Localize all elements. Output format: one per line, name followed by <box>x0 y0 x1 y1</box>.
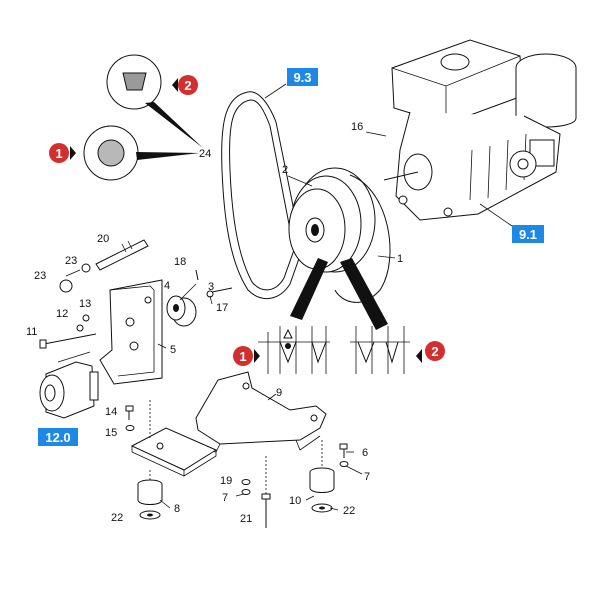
label-16: 16 <box>351 121 364 133</box>
idler-roller <box>167 296 196 326</box>
washer-23a <box>82 264 90 272</box>
pump <box>40 352 98 418</box>
label-7b: 7 <box>222 492 229 504</box>
pulley <box>289 168 390 302</box>
label-23a: 23 <box>65 255 78 267</box>
label-21: 21 <box>240 513 253 525</box>
label-8: 8 <box>174 503 181 515</box>
washer-7a <box>242 490 250 495</box>
detail-round-profile <box>84 126 200 180</box>
label-6: 6 <box>362 447 369 459</box>
label-22a: 22 <box>111 512 124 524</box>
badge-detail-1 <box>49 143 76 163</box>
label-15: 15 <box>105 427 118 439</box>
badge-profile-2 <box>416 341 445 363</box>
rubber-mount-10 <box>310 440 334 512</box>
label-22b: 22 <box>343 505 356 517</box>
bolt-6 <box>340 444 348 467</box>
base-plate <box>196 372 326 452</box>
ref-box-belt[interactable] <box>287 68 318 86</box>
ref-label-belt: 9.3 <box>293 70 312 85</box>
engine <box>366 40 576 226</box>
washer-23b <box>60 280 72 292</box>
badge-number: 2 <box>431 344 439 359</box>
pin-18 <box>196 270 198 280</box>
label-20: 20 <box>97 233 110 245</box>
badge-number: 2 <box>184 78 192 93</box>
badge-number: 1 <box>55 146 63 161</box>
label-12: 12 <box>56 308 69 320</box>
belt-profile-2 <box>340 258 410 374</box>
label-7a: 7 <box>364 471 371 483</box>
badge-number: 1 <box>239 349 247 364</box>
label-19: 19 <box>220 475 233 487</box>
bracket <box>100 280 162 384</box>
ref-box-pump[interactable] <box>38 428 78 446</box>
bolt-14 <box>126 406 134 431</box>
bolt-21 <box>262 456 270 528</box>
label-14: 14 <box>105 406 118 418</box>
label-13: 13 <box>79 298 92 310</box>
v-belt <box>222 84 302 299</box>
nut-13 <box>83 315 89 321</box>
label-2: 2 <box>282 164 289 176</box>
label-18: 18 <box>174 256 187 268</box>
label-23b: 23 <box>34 270 47 282</box>
label-10: 10 <box>289 495 302 507</box>
label-5: 5 <box>170 344 177 356</box>
bolt-11 <box>40 334 96 348</box>
belt-profile-1 <box>258 258 330 374</box>
rubber-mount-8 <box>138 470 162 519</box>
ref-label-pump: 12.0 <box>45 430 71 445</box>
gray-circle <box>98 140 124 166</box>
label-17: 17 <box>216 302 229 314</box>
label-1: 1 <box>397 253 404 265</box>
ref-box-engine[interactable] <box>512 225 544 243</box>
mounting-plate <box>132 428 216 476</box>
ref-label-engine: 9.1 <box>518 227 538 242</box>
label-11: 11 <box>26 326 38 338</box>
label-4: 4 <box>164 280 171 292</box>
badge-detail-2 <box>172 75 198 95</box>
badge-profile-1 <box>233 346 260 366</box>
label-3: 3 <box>208 281 215 293</box>
nut-19 <box>242 480 250 485</box>
label-24: 24 <box>199 148 212 160</box>
label-9: 9 <box>276 387 283 399</box>
washer-12 <box>77 325 83 331</box>
